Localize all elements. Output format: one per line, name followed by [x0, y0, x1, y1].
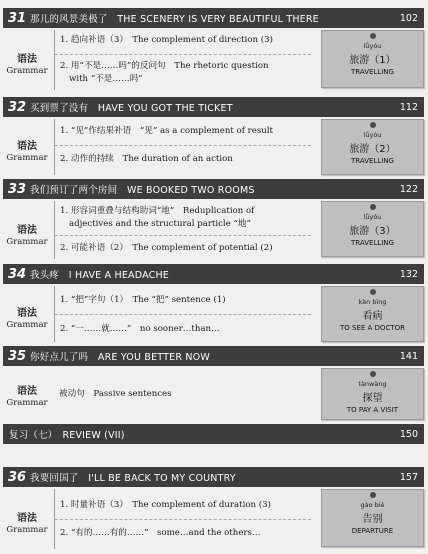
lesson-page: 102 [399, 12, 418, 24]
topic-english: TRAVELLING [351, 68, 394, 76]
topic-chinese: 探望 [362, 393, 383, 404]
lesson-body-35 [3, 368, 424, 420]
pin-icon [370, 204, 376, 210]
grammar-item: 2. 用“不是……吗”的反问句 The rhetoric question [60, 61, 269, 71]
grammar-label-en: Grammar [6, 525, 48, 535]
divider [55, 314, 311, 315]
grammar-label [3, 304, 51, 330]
divider [55, 519, 311, 520]
lesson-header-36 [3, 467, 424, 487]
pin-icon [370, 33, 376, 39]
grammar-label-zh: 语法 [17, 386, 37, 397]
lesson-page: 150 [399, 428, 418, 440]
topic-pinyin: lǚyóu [363, 213, 382, 221]
lesson-body-34 [3, 286, 424, 342]
topic-card [321, 201, 424, 257]
divider [55, 235, 311, 236]
pin-icon [370, 289, 376, 295]
lesson-header-33 [3, 179, 424, 199]
lesson-title: 买到票了没有 HAVE YOU GOT THE TICKET [30, 103, 233, 114]
topic-pinyin: gào bié [360, 501, 385, 509]
topic-pinyin: lǚyóu [363, 42, 382, 50]
lesson-title: 我要回国了 I'LL BE BACK TO MY COUNTRY [30, 473, 236, 484]
grammar-item: 1. “把”字句（1） The “把” sentence (1) [60, 295, 226, 305]
lesson-header-31 [3, 8, 424, 28]
lesson-header-32 [3, 97, 424, 117]
grammar-item: 被动句 Passive sentences [59, 389, 172, 399]
lesson-page: 122 [399, 183, 418, 195]
grammar-item: 1. 趋向补语（3） The complement of direction (3) [60, 35, 273, 45]
topic-english: TO SEE A DOCTOR [340, 324, 405, 332]
lesson-body-36 [3, 489, 424, 549]
grammar-label [3, 137, 51, 163]
grammar-items [54, 489, 311, 549]
lesson-number: 33 [8, 181, 27, 197]
lesson-body-31 [3, 30, 424, 90]
lesson-title: 我头疼 I HAVE A HEADACHE [30, 270, 169, 281]
grammar-item: 2. “有的……有的……” some…and the others… [60, 528, 261, 538]
topic-chinese: 旅游（1） [349, 55, 396, 66]
grammar-item: 2. “一……就……” no sooner…than… [60, 324, 220, 334]
lesson-number: 35 [8, 348, 27, 364]
lesson-title: 我们预订了两个房间 WE BOOKED TWO ROOMS [30, 185, 255, 196]
pin-icon [370, 122, 376, 128]
grammar-label-en: Grammar [6, 398, 48, 408]
grammar-items [54, 201, 311, 259]
lesson-number: 36 [8, 469, 27, 485]
grammar-label [3, 509, 51, 535]
lesson-number: 31 [8, 10, 27, 26]
topic-english: TRAVELLING [351, 239, 394, 247]
lesson-title: 你好点儿了吗 ARE YOU BETTER NOW [30, 352, 210, 363]
grammar-label-zh: 语法 [17, 308, 37, 319]
lesson-body-33 [3, 201, 424, 259]
grammar-label-zh: 语法 [17, 141, 37, 152]
lesson-page: 112 [399, 101, 418, 113]
topic-english: TRAVELLING [351, 157, 394, 165]
topic-chinese: 旅游（2） [349, 144, 396, 155]
grammar-item: 1. 形容词重叠与结构助词“地” Reduplication of [60, 206, 255, 216]
topic-card [321, 286, 424, 342]
grammar-label-zh: 语法 [17, 54, 37, 65]
grammar-label-en: Grammar [6, 237, 48, 247]
divider [55, 54, 311, 55]
lesson-title: 那儿的风景美极了 THE SCENERY IS VERY BEAUTIFUL THERE [30, 14, 319, 25]
topic-card [321, 368, 424, 420]
topic-chinese: 旅游（3） [349, 226, 396, 237]
lesson-header-35 [3, 346, 424, 366]
topic-english: TO PAY A VISIT [346, 406, 399, 414]
lesson-page: 132 [399, 268, 418, 280]
topic-card [321, 30, 424, 88]
grammar-label-en: Grammar [6, 66, 48, 76]
topic-card [321, 119, 424, 175]
topic-chinese: 看病 [362, 311, 383, 322]
lesson-header-34 [3, 264, 424, 284]
grammar-item: adjectives and the structural particle “地” [69, 219, 251, 229]
topic-chinese: 告别 [362, 514, 383, 525]
lesson-title: 复习（七） REVIEW (VII) [9, 430, 125, 441]
grammar-item: 1. 时量补语（3） The complement of duration (3) [60, 500, 271, 510]
grammar-label-en: Grammar [6, 153, 48, 163]
grammar-items [54, 119, 311, 175]
lesson-page: 157 [399, 471, 418, 483]
grammar-item: 1. “见”作结果补语 “见” as a complement of result [60, 126, 273, 136]
review-header [3, 424, 424, 444]
divider [55, 145, 311, 146]
grammar-item: with “不是……吗” [69, 74, 143, 84]
topic-english: DEPARTURE [351, 527, 394, 535]
grammar-items [54, 286, 311, 342]
topic-card [321, 489, 424, 547]
topic-pinyin: lǚyóu [363, 131, 382, 139]
grammar-label [3, 221, 51, 247]
lesson-number: 32 [8, 99, 27, 115]
grammar-items [54, 30, 311, 90]
lesson-page: 141 [399, 350, 418, 362]
pin-icon [370, 492, 376, 498]
grammar-items [54, 368, 311, 420]
grammar-label [3, 382, 51, 408]
lesson-body-32 [3, 119, 424, 175]
lesson-number: 34 [8, 266, 27, 282]
grammar-label-en: Grammar [6, 320, 48, 330]
grammar-label-zh: 语法 [17, 225, 37, 236]
topic-pinyin: tànwàng [358, 380, 387, 388]
grammar-label [3, 50, 51, 76]
grammar-item: 2. 可能补语（2） The complement of potential (2) [60, 243, 273, 253]
pin-icon [370, 371, 376, 377]
grammar-label-zh: 语法 [17, 513, 37, 524]
grammar-item: 2. 动作的持续 The duration of an action [60, 154, 233, 164]
topic-pinyin: kàn bìng [358, 298, 387, 306]
